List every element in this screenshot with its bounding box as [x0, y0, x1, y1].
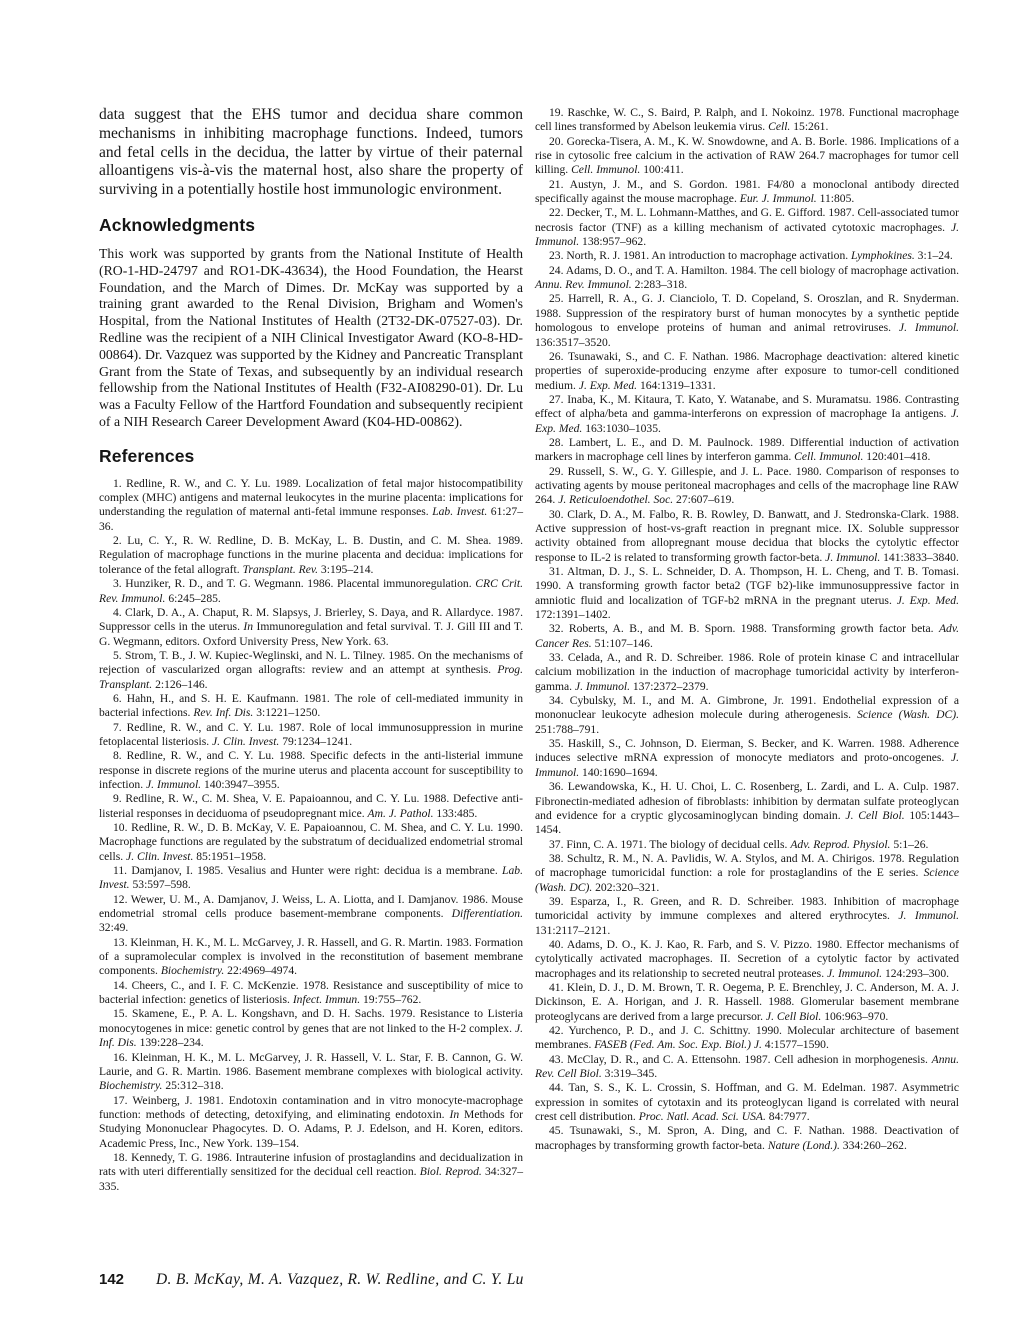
reference-item: 15. Skamene, E., P. A. L. Kongshavn, and D. H. Sachs. 1979. Resistance to Listeria monocytogenes in mice: genetic control by genes that are not linked to the H-2 complex. J. Inf. Dis. 139:228–234.: [99, 1007, 523, 1050]
reference-item: 10. Redline, R. W., D. B. McKay, V. E. Papaioannou, C. M. Shea, and C. Y. Lu. 1990. Macrophage functions are regulated by the substratum of decidualized endometrial stromal cells. J. Clin. Invest. 85:1951–1958.: [99, 821, 523, 863]
reference-item: 45. Tsunawaki, S., M. Spron, A. Ding, and C. F. Nathan. 1988. Deactivation of macrophages by transforming growth factor-beta. Nature (Lond.). 334:260–262.: [535, 1124, 959, 1152]
reference-item: 13. Kleinman, H. K., M. L. McGarvey, J. R. Hassell, and G. R. Martin. 1983. Formation of a supramolecular complex is involved in the reconstitution of basement membrane components. Biochemistry. 22:4969–4974.: [99, 935, 523, 978]
reference-item: 41. Klein, D. J., D. M. Brown, T. R. Oegema, P. E. Brenchley, J. C. Anderson, M. A. J. Dickinson, E. A. Horigan, and J. R. Hassell. 1988. Glomerular basement membrane proteoglycans are derived from a large precursor. J. Cell Biol. 106:963–970.: [535, 980, 959, 1023]
reference-item: 24. Adams, D. O., and T. A. Hamilton. 1984. The cell biology of macrophage activation. Annu. Rev. Immunol. 2:283–318.: [535, 263, 959, 292]
reference-item: 39. Esparza, I., R. Green, and R. D. Schreiber. 1983. Inhibition of macrophage tumoricidal activity by immune complexes and altered erythrocytes. J. Immunol. 131:2117–2121.: [535, 894, 959, 937]
left-column: [99, 106, 523, 1194]
acknowledgments-text: This work was supported by grants from the National Institute of Health (RO-1-HD-24797 and RO1-DK-43634), the Hood Foundation, the Hearst Foundation, and the March of Dimes. Dr. McKay was supported by a training grant awarded to the Renal Division, Brigham and Women's Hospital, from the National Institutes of Health (2T32-DK-07527-03). Dr. Redline was the recipient of a NIH Clinical Investigator Award (KO-8-HD-00864). Dr. Vazquez was supported by the Kidney and Pancreatic Transplant Grant from the State of Texas, and subsequently by an individual research fellowship from the National Institutes of Health (F32-AI08290-01). Dr. Lu was a Faculty Fellow of the Hartford Foundation and subsequently recipient of a NIH Research Career Development Award (K04-HD-00862).: [99, 245, 523, 429]
reference-item: 19. Raschke, W. C., S. Baird, P. Ralph, and I. Nokoinz. 1978. Functional macrophage cell lines transformed by Abelson leukemia virus. Cell. 15:261.: [535, 106, 959, 134]
reference-item: 32. Roberts, A. B., and M. B. Sporn. 1988. Transforming growth factor beta. Adv. Cancer Res. 51:107–146.: [535, 622, 959, 650]
reference-item: 36. Lewandowska, K., H. U. Choi, L. C. Rosenberg, L. Zardi, and L. A. Culp. 1987. Fibronectin-mediated adhesion of fibroblasts: inhibition by dermatan sulfate proteoglycan and evidence for a cryptic glycosaminoglycan binding domain. J. Cell Biol. 105:1443–1454.: [535, 780, 960, 837]
reference-item: 35. Haskill, S., C. Johnson, D. Eierman, S. Becker, and K. Warren. 1988. Adherence induces selective mRNA expression of monocyte mediators and proto-oncogenes. J. Immunol. 140:1690–1694.: [535, 737, 959, 779]
references-list-left: [99, 477, 523, 1194]
reference-item: 17. Weinberg, J. 1981. Endotoxin contamination and in vitro monocyte-macrophage function: methods of detecting, detoxifying, and eliminating endotoxin. In Methods for Studying Mononuclear Phagocytes. D. O. Adams, P. J. Edelson, and H. Koren, editors. Academic Press, Inc., New York. 139–154.: [99, 1093, 523, 1150]
acknowledgments-heading: Acknowledgments: [99, 214, 256, 235]
reference-item: 44. Tan, S. S., K. L. Crossin, S. Hoffman, and G. M. Edelman. 1987. Asymmetric expression in somites of cytotaxin and its proteoglycan ligand is correlated with neural crest cell distribution. Proc. Natl. Acad. Sci. USA. 84:7977.: [535, 1081, 959, 1124]
reference-item: 37. Finn, C. A. 1971. The biology of decidual cells. Adv. Reprod. Physiol. 5:1–26.: [549, 837, 929, 851]
reference-item: 26. Tsunawaki, S., and C. F. Nathan. 1986. Macrophage deactivation: altered kinetic properties of superoxide-producing enzyme after exposure to tumor-cell conditioned medium. J. Exp. Med. 164:1319–1331.: [535, 349, 959, 392]
reference-item: 43. McClay, D. R., and C. A. Ettensohn. 1987. Cell adhesion in morphogenesis. Annu. Rev. Cell Biol. 3:319–345.: [535, 1052, 959, 1081]
reference-item: 18. Kennedy, T. G. 1986. Intrauterine infusion of prostaglandins and decidualization in rats with uteri differentially sensitized for the decidual cell reaction. Biol. Reprod. 34:327–335.: [99, 1150, 524, 1193]
reference-item: 6. Hahn, H., and S. H. E. Kaufmann. 1981. The role of cell-mediated immunity in bacterial infections. Rev. Inf. Dis. 3:1221–1250.: [99, 691, 523, 720]
reference-item: 34. Cybulsky, M. I., and M. A. Gimbrone, Jr. 1991. Endothelial expression of a mononuclear leukocyte adhesion molecule during atherogenesis. Science (Wash. DC). 251:788–791.: [535, 694, 959, 736]
reference-item: 7. Redline, R. W., and C. Y. Lu. 1987. Role of local immunosuppression in murine fetoplacental listeriosis. J. Clin. Invest. 79:1234–1241.: [99, 720, 523, 748]
reference-item: 5. Strom, T. B., J. W. Kupiec-Weglinski, and N. L. Tilney. 1985. On the mechanisms of rejection of vascularized organ allografts: review and an attempt at synthesis. Prog. Transplant. 2:126–146.: [99, 648, 523, 691]
reference-item: 22. Decker, T., M. L. Lohmann-Matthes, and G. E. Gifford. 1987. Cell-associated tumor necrosis factor (TNF) as a killing mechanism of activated cytotoxic macrophages. J. Immunol. 138:957–962.: [535, 206, 959, 249]
reference-item: 2. Lu, C. Y., R. W. Redline, D. B. McKay, L. B. Dustin, and C. M. Shea. 1989. Regulation of macrophage functions in the murine placenta and decidua: implications for tolerance of the fetal allograft. Transplant. Rev. 3:195–214.: [99, 534, 523, 576]
reference-item: 9. Redline, R. W., C. M. Shea, V. E. Papaioannou, and C. Y. Lu. 1988. Defective anti-listerial responses in deciduoma of pseudopregnant mice. Am. J. Pathol. 133:485.: [99, 792, 523, 820]
reference-item: 16. Kleinman, H. K., M. L. McGarvey, J. R. Hassell, V. L. Star, F. B. Cannon, G. W. Laurie, and G. R. Martin. 1986. Basement membrane complexes with biological activity. Biochemistry. 25:312–318.: [99, 1050, 523, 1093]
references-heading: References: [99, 445, 195, 466]
reference-item: 11. Damjanov, I. 1985. Vesalius and Hunter were right: decidua is a membrane. Lab. Invest. 53:597–598.: [99, 864, 523, 892]
right-column: [535, 106, 959, 1153]
references-list-right: [535, 106, 959, 1153]
reference-item: 31. Altman, D. J., S. L. Schneider, D. A. Thompson, H. L. Cheng, and T. B. Tomasi. 1990. A transforming growth factor beta2 (TGF b2)-like immunosuppressive factor in amniotic fluid and localization of TGF-b2 mRNA in the pregnant uterus. J. Exp. Med. 172:1391–1402.: [535, 565, 960, 622]
reference-item: 23. North, R. J. 1981. An introduction to macrophage activation. Lymphokines. 3:1–24.: [549, 249, 953, 263]
reference-item: 42. Yurchenco, P. D., and J. C. Schittny. 1990. Molecular architecture of basement membranes. FASEB (Fed. Am. Soc. Exp. Biol.) J. 4:1577–1590.: [535, 1024, 959, 1052]
page-number: 142: [99, 1271, 125, 1288]
footer: [99, 1271, 524, 1289]
reference-item: 28. Lambert, L. E., and D. M. Paulnock. 1989. Differential induction of activation markers in macrophage cell lines by interferon gamma. Cell. Immunol. 120:401–418.: [535, 435, 959, 464]
reference-item: 4. Clark, D. A., A. Chaput, R. M. Slapsys, J. Brierley, S. Daya, and R. Allardyce. 1987. Suppressor cells in the uterus. In Immunoregulation and fetal survival. T. J. Gill III and T. G. Wegmann, editors. Oxford University Press, New York. 63.: [99, 605, 523, 648]
reference-item: 33. Celada, A., and R. D. Schreiber. 1986. Role of protein kinase C and intracellular calcium mobilization in the induction of macrophage tumoricidal activity by interferon-gamma. J. Immunol. 137:2372–2379.: [535, 651, 959, 693]
reference-item: 14. Cheers, C., and I. F. C. McKenzie. 1978. Resistance and susceptibility of mice to bacterial infection: genetics of listeriosis. Infect. Immun. 19:755–762.: [99, 978, 523, 1007]
reference-item: 20. Gorecka-Tisera, A. M., K. W. Snowdowne, and A. B. Borle. 1986. Implications of a rise in cytosolic free calcium in the activation of RAW 264.7 macrophages for tumor cell killing. Cell. Immunol. 100:411.: [535, 134, 959, 177]
reference-item: 29. Russell, S. W., G. Y. Gillespie, and J. L. Pace. 1980. Comparison of responses to activating agents by mouse peritoneal macrophages and cells of the macrophage line RAW 264. J. Reticuloendothel. Soc. 27:607–619.: [535, 464, 959, 507]
reference-item: 38. Schultz, R. M., N. A. Pavlidis, W. A. Stylos, and M. A. Chirigos. 1978. Regulation of macrophage tumoricidal function: a role for prostaglandins of the E series. Science (Wash. DC). 202:320–321.: [535, 851, 959, 894]
reference-item: 8. Redline, R. W., and C. Y. Lu. 1988. Specific defects in the anti-listerial immune response in discrete regions of the murine uterus and placenta account for susceptibility to infection. J. Immunol. 140:3947–3955.: [99, 749, 523, 791]
reference-item: 40. Adams, D. O., K. J. Kao, R. Farb, and S. V. Pizzo. 1980. Effector mechanisms of cytolytically activated macrophages. II. Secretion of a cytolytic factor by activated macrophages and its relationship to secreted neutral proteases. J. Immunol. 124:293–300.: [535, 937, 959, 980]
reference-item: 27. Inaba, K., M. Kitaura, T. Kato, Y. Watanabe, and S. Muramatsu. 1986. Contrasting effect of alpha/beta and gamma-interferons on expression of macrophage Ia antigens. J. Exp. Med. 163:1030–1035.: [535, 392, 959, 435]
reference-item: 25. Harrell, R. A., G. J. Cianciolo, T. D. Copeland, S. Oroszlan, and R. Snyderman. 1988. Suppression of the respiratory burst of human monocytes by a synthetic peptide homologous to envelope proteins of human and animal retroviruses. J. Immunol. 136:3517–3520.: [535, 292, 959, 349]
reference-item: 12. Wewer, U. M., A. Damjanov, J. Weiss, L. A. Liotta, and I. Damjanov. 1986. Mouse endometrial stromal cells produce basement-membrane components. Differentiation. 32:49.: [99, 892, 523, 935]
reference-item: 1. Redline, R. W., and C. Y. Lu. 1989. Localization of fetal major histocompatibility complex (MHC) antigens and maternal leukocytes in the murine placenta: implications for understanding the regulation of maternal anti-fetal immune responses. Lab. Invest. 61:27–36.: [99, 476, 523, 533]
reference-item: 21. Austyn, J. M., and S. Gordon. 1981. F4/80 a monoclonal antibody directed specifically against the mouse macrophage. Eur. J. Immunol. 11:805.: [535, 177, 959, 206]
reference-item: 30. Clark, D. A., M. Falbo, R. B. Rowley, D. Banwatt, and J. Stedronska-Clark. 1988. Active suppression of host-vs-graft reaction in pregnant mice. IX. Soluble suppressor activity obtained from allopregnant mouse decidua that blocks the cytolytic effector response to IL-2 is related to transforming growth factor-beta. J. Immunol. 141:3833–3840.: [535, 507, 959, 564]
reference-item: 3. Hunziker, R. D., and T. G. Wegmann. 1986. Placental immunoregulation. CRC Crit. Rev. Immunol. 6:245–285.: [99, 577, 523, 605]
lead-paragraph: data suggest that the EHS tumor and decidua share common mechanisms in inhibiting macrophage functions. Indeed, tumors and fetal cells in the decidua, the latter by virtue of their paternal alloantigens vis-à-vis the maternal host, also share the property of surviving in a potentially hostile host immunologic environment.: [99, 106, 523, 199]
footer-authors: D. B. McKay, M. A. Vazquez, R. W. Redline, and C. Y. Lu: [156, 1271, 524, 1288]
